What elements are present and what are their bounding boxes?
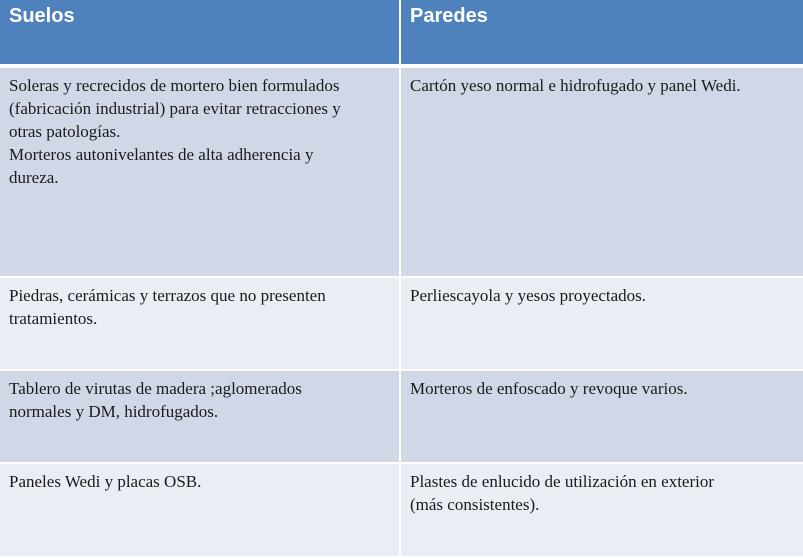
cell-suelos-row-2	[0, 278, 401, 371]
cell-suelos-row-4	[0, 464, 401, 558]
cell-suelos-row-3	[0, 371, 401, 464]
cell-text-line: tratamientos.	[9, 309, 98, 328]
cell-text-line: otras patologías.	[9, 122, 121, 141]
cell-text-line: Morteros de enfoscado y revoque varios.	[410, 379, 688, 398]
cell-paredes-row-2	[401, 278, 803, 371]
cell-text-line: Morteros autonivelantes de alta adherencia y	[9, 145, 314, 164]
cell-text-line: Tablero de virutas de madera ;aglomerados	[9, 379, 302, 398]
cell-text-line: Plastes de enlucido de utilización en exterior	[410, 472, 715, 491]
cell-text-line: dureza.	[9, 168, 59, 187]
header-suelos: Suelos	[0, 0, 401, 68]
cell-paredes-row-3	[401, 371, 803, 464]
cell-text-line: (más consistentes).	[410, 495, 540, 514]
cell-suelos-row-1	[0, 68, 401, 278]
cell-text-line: Soleras y recrecidos de mortero bien formulados	[9, 76, 340, 95]
cell-text-line: Cartón yeso normal e hidrofugado y panel Wedi.	[410, 76, 741, 95]
cell-paredes-row-1	[401, 68, 803, 278]
cell-text-line: (fabricación industrial) para evitar retracciones y	[9, 99, 341, 118]
cell-text-line: normales y DM, hidrofugados.	[9, 402, 219, 421]
cell-text-line: Perliescayola y yesos proyectados.	[410, 286, 647, 305]
cell-text-line: Paneles Wedi y placas OSB.	[9, 472, 202, 491]
cell-paredes-row-4	[401, 464, 803, 558]
header-paredes: Paredes	[401, 0, 803, 68]
cell-text-line: Piedras, cerámicas y terrazos que no presenten	[9, 286, 326, 305]
